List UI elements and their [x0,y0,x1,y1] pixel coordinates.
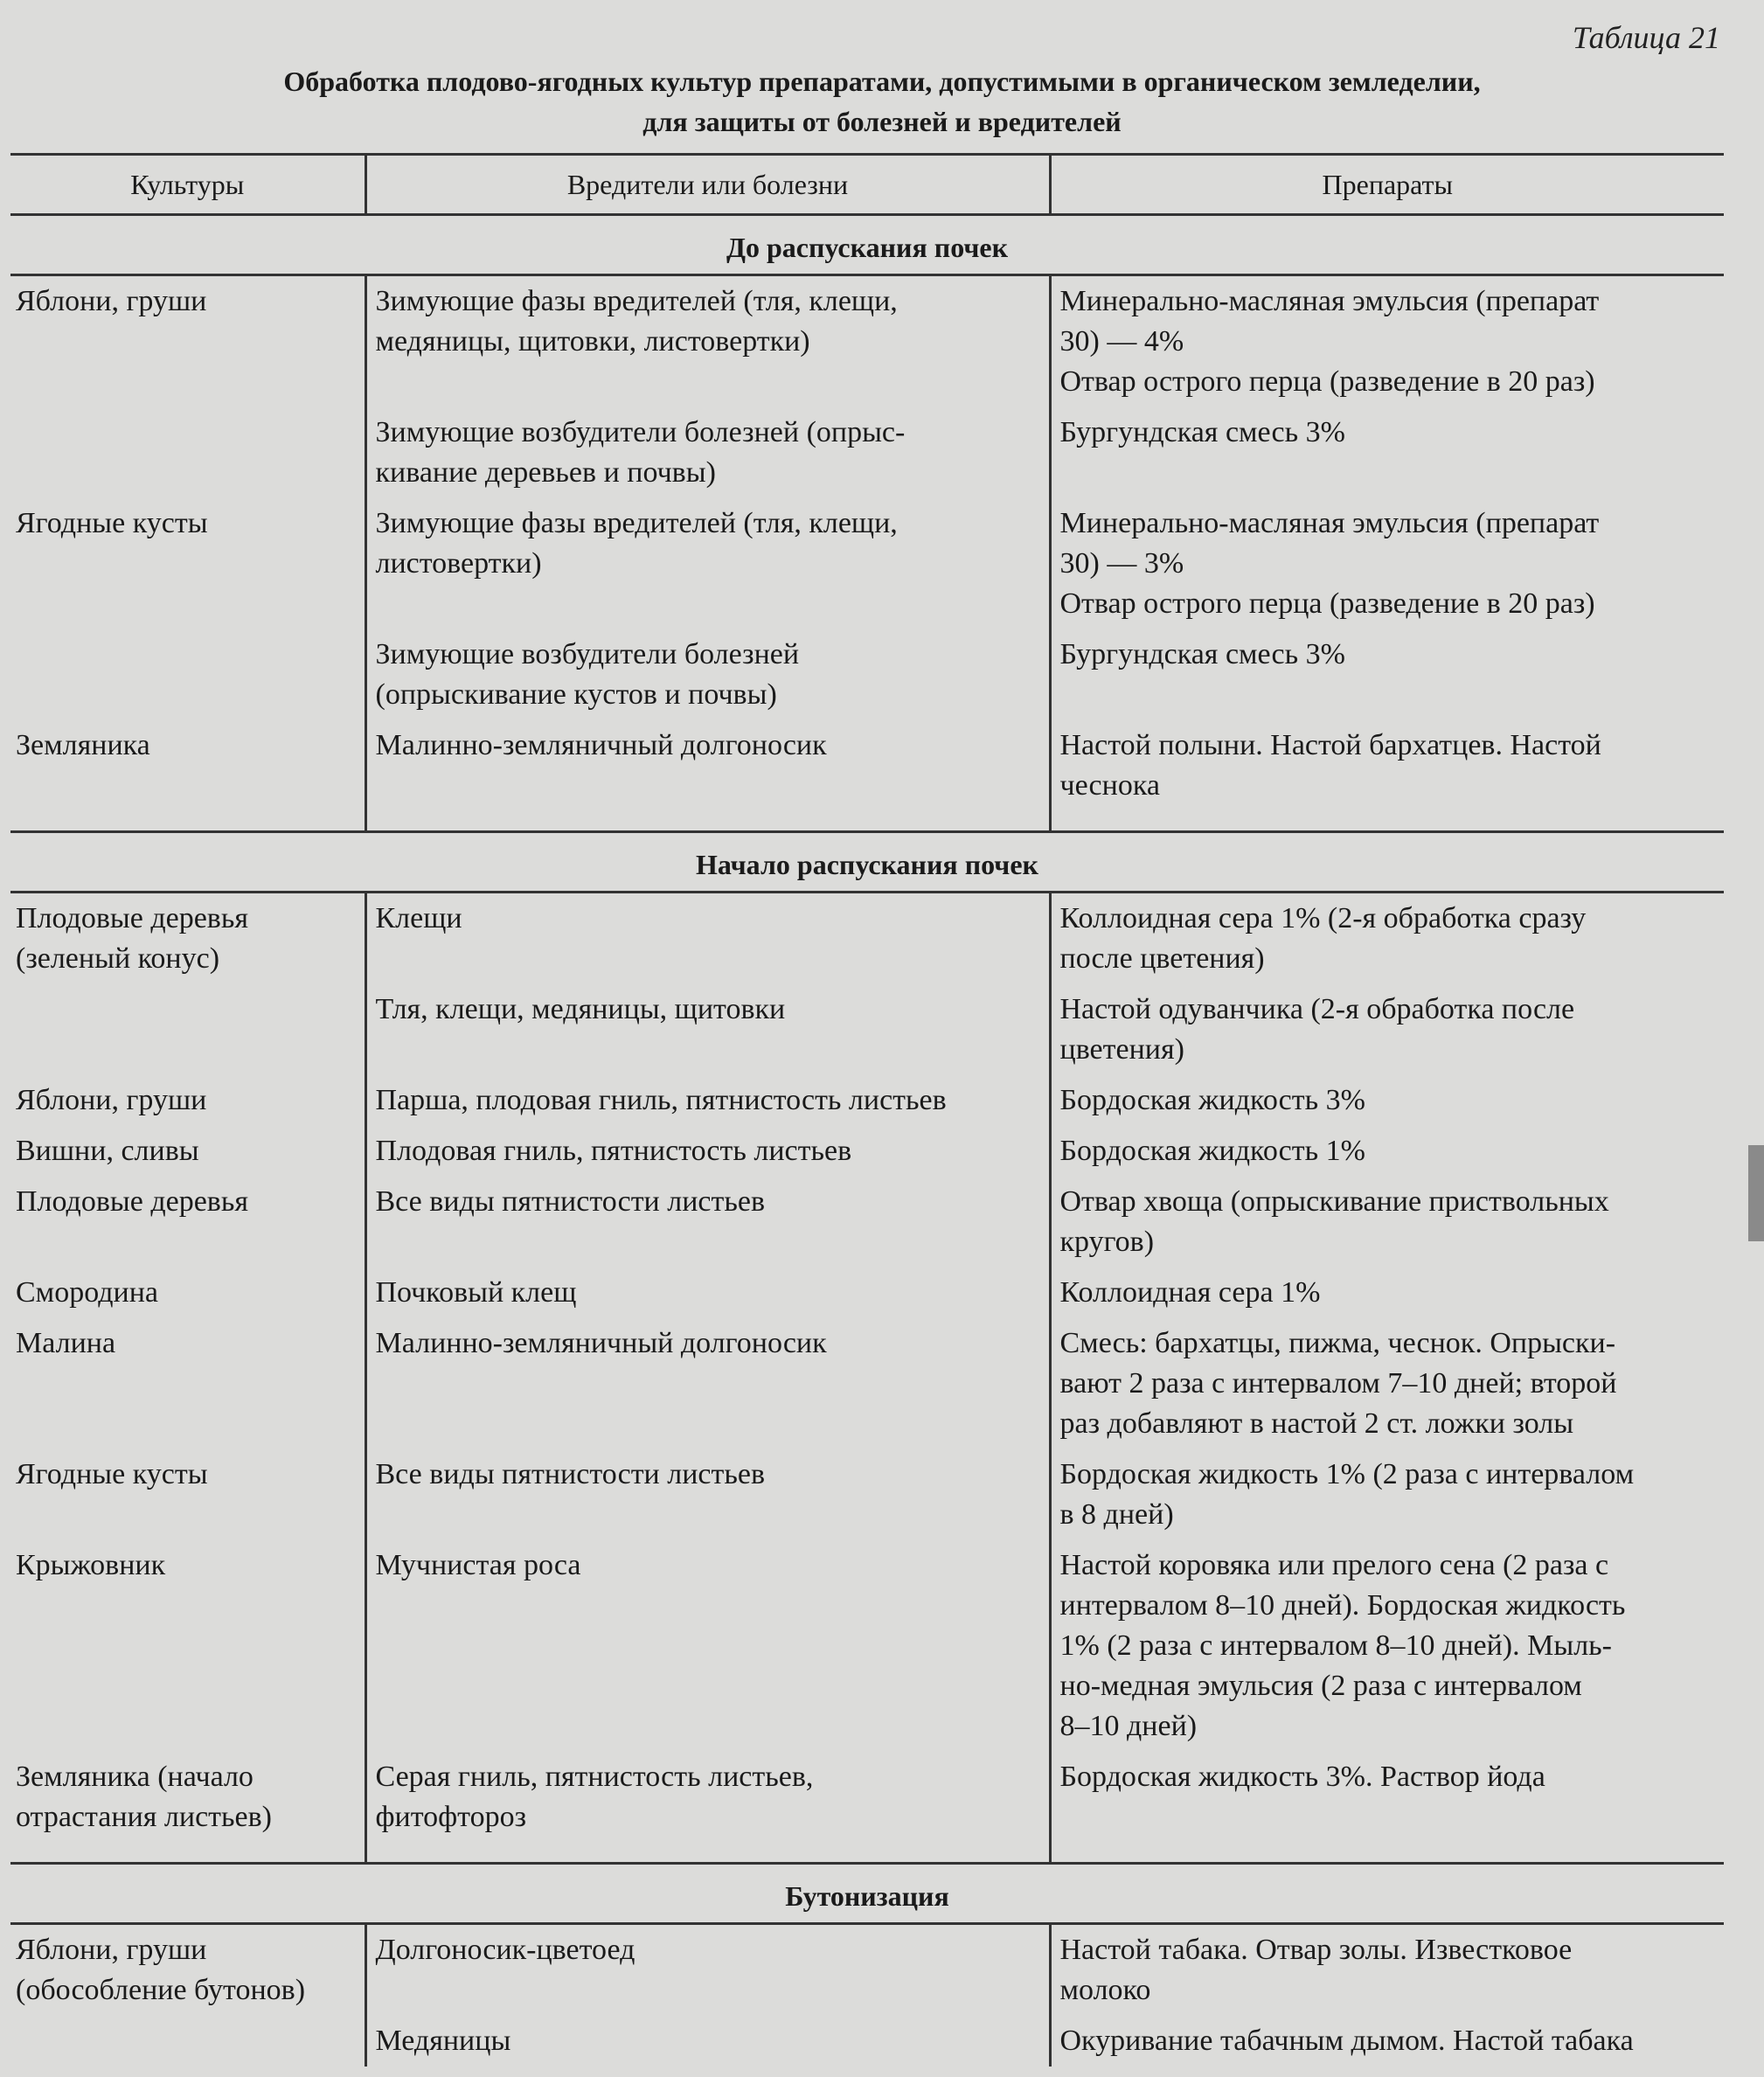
header-row [10,155,1724,215]
crop-cell [10,2016,365,2067]
crop-cell-line: Плодовые деревья [16,902,249,934]
preparation-cell [1050,2016,1724,2067]
preparation-cell-line: Бургундская смесь 3% [1059,416,1345,448]
table-row [10,1924,1724,2017]
pest-cell [365,984,1050,1075]
preparation-cell [1050,984,1724,1075]
spacer-cell [365,1843,1050,1864]
crop-cell [10,1318,365,1449]
crop-cell-line: (обособление бутонов) [16,1974,306,2006]
preparation-cell-line: Отвар острого перца (разведение в 20 раз) [1059,587,1595,620]
crop-cell-line: Земляника [16,729,150,761]
preparation-cell-line: Смесь: бархатцы, пижма, чеснок. Опрыски- [1059,1327,1616,1359]
preparation-cell-line: Бордоская жидкость 3% [1059,1084,1365,1116]
table-row [10,1126,1724,1177]
preparation-cell-line: Бордоская жидкость 1% (2 раза с интервалом [1059,1458,1635,1490]
crop-cell [10,1540,365,1752]
preparation-cell-line: раз добавляют в настой 2 ст. ложки золы [1059,1407,1574,1440]
crop-cell-line: Плодовые деревья [16,1185,249,1218]
table-row [10,1318,1724,1449]
crop-cell-line: Крыжовник [16,1549,166,1581]
preparation-cell-line: интервалом 8–10 дней). Бордоская жидкость [1059,1589,1626,1622]
table-row [10,1752,1724,1843]
pest-cell [365,1318,1050,1449]
preparation-cell-line: 30) — 3% [1059,547,1184,580]
pest-cell-line: (опрыскивание кустов и почвы) [375,678,777,711]
pest-cell-line: фитофтороз [375,1801,527,1833]
preparation-cell-line: Минерально-масляная эмульсия (препарат [1059,507,1600,539]
crop-cell [10,629,365,720]
pest-cell-line: Плодовая гниль, пятнистость листьев [375,1135,852,1167]
pest-cell [365,1177,1050,1268]
pest-cell [365,1752,1050,1843]
crop-cell [10,407,365,498]
title-line: Обработка плодово-ягодных культур препаратами, допустимыми в органическом земледелии, [283,66,1481,97]
pest-cell-line: Зимующие фазы вредителей (тля, клещи, [375,507,898,539]
table-body [10,215,1724,2067]
crop-cell-line: Смородина [16,1276,158,1309]
preparation-cell [1050,1752,1724,1843]
crop-cell-line: Малина [16,1327,116,1359]
pest-cell [365,1075,1050,1126]
preparation-cell [1050,1268,1724,1318]
pest-cell-line: Почковый клещ [375,1276,577,1309]
preparation-cell [1050,275,1724,408]
pest-cell [365,2016,1050,2067]
table-row [10,893,1724,985]
spacer-cell [1050,1843,1724,1864]
table-row [10,407,1724,498]
preparation-cell [1050,629,1724,720]
table-number: Таблица 21 [1572,20,1720,55]
preparation-cell-line: Отвар хвоща (опрыскивание приствольных [1059,1185,1609,1218]
treatment-table [10,153,1724,2067]
spacer-cell [1050,811,1724,832]
section-title: До распускания почек [10,215,1724,275]
preparation-cell-line: Бордоская жидкость 3%. Раствор йода [1059,1761,1545,1793]
preparation-cell [1050,498,1724,629]
table-row [10,498,1724,629]
section-title: Начало распускания почек [10,832,1724,893]
preparation-cell-line: 1% (2 раза с интервалом 8–10 дней). Мыль- [1059,1629,1612,1662]
crop-cell [10,984,365,1075]
pest-cell [365,1924,1050,2017]
preparation-cell-line: Бургундская смесь 3% [1059,638,1345,670]
table-title [0,61,1764,142]
table-row [10,1268,1724,1318]
pest-cell-line: Долгоносик-цветоед [375,1934,635,1966]
table-row [10,2016,1724,2067]
pest-cell [365,1540,1050,1752]
table-row [10,984,1724,1075]
table-row [10,1177,1724,1268]
pest-cell-line: Мучнистая роса [375,1549,581,1581]
pest-cell-line: Серая гниль, пятнистость листьев, [375,1761,814,1793]
pest-cell-line: листовертки) [375,547,542,580]
pest-cell [365,893,1050,985]
header-preparations: Препараты [1050,155,1724,215]
table-row [10,1075,1724,1126]
preparation-cell [1050,1177,1724,1268]
crop-cell [10,1752,365,1843]
pest-cell [365,1268,1050,1318]
preparation-cell-line: Настой коровяка или прелого сена (2 раза с [1059,1549,1609,1581]
spacer-cell [10,1843,365,1864]
preparation-cell-line: но-медная эмульсия (2 раза с интервалом [1059,1670,1582,1702]
table-row [10,1449,1724,1540]
preparation-cell-line: Коллоидная сера 1% (2-я обработка сразу [1059,902,1587,934]
crop-cell [10,1924,365,2017]
crop-cell [10,720,365,811]
preparation-cell-line: кругов) [1059,1226,1155,1258]
crop-cell [10,1126,365,1177]
preparation-cell-line: Настой табака. Отвар золы. Известковое [1059,1934,1573,1966]
section-header-row [10,1864,1724,1924]
crop-cell [10,1075,365,1126]
pest-cell-line: Все виды пятнистости листьев [375,1458,766,1490]
table-row [10,275,1724,408]
crop-cell [10,1268,365,1318]
preparation-cell-line: Настой полыни. Настой бархатцев. Настой [1059,729,1601,761]
preparation-cell [1050,1449,1724,1540]
preparation-cell [1050,1540,1724,1752]
crop-cell [10,893,365,985]
section-spacer [10,811,1724,832]
crop-cell-line: Яблони, груши [16,1934,207,1966]
crop-cell-line: (зеленый конус) [16,942,220,975]
crop-cell-line: Яблони, груши [16,1084,207,1116]
pest-cell-line: Парша, плодовая гниль, пятнистость листьев [375,1084,947,1116]
crop-cell [10,498,365,629]
preparation-cell [1050,1318,1724,1449]
crop-cell-line: Вишни, сливы [16,1135,199,1167]
preparation-cell-line: вают 2 раза с интервалом 7–10 дней; второй [1059,1367,1617,1400]
header-pests: Вредители или болезни [365,155,1050,215]
pest-cell-line: Клещи [375,902,462,934]
preparation-cell [1050,893,1724,985]
pest-cell-line: Зимующие возбудители болезней [375,638,800,670]
crop-cell-line: Яблони, груши [16,285,207,317]
preparation-cell-line: молоко [1059,1974,1151,2006]
preparation-cell-line: Окуривание табачным дымом. Настой табака [1059,2025,1634,2057]
preparation-cell-line: 30) — 4% [1059,325,1184,358]
pest-cell [365,1126,1050,1177]
pest-cell-line: Тля, клещи, медяницы, щитовки [375,993,786,1025]
pest-cell-line: Малинно-земляничный долгоносик [375,1327,827,1359]
pest-cell-line: Медяницы [375,2025,511,2057]
crop-cell-line: Ягодные кусты [16,507,208,539]
preparation-cell-line: чеснока [1059,769,1160,802]
pest-cell [365,1449,1050,1540]
preparation-cell-line: после цветения) [1059,942,1265,975]
pest-cell [365,720,1050,811]
pest-cell-line: Все виды пятнистости листьев [375,1185,766,1218]
preparation-cell-line: 8–10 дней) [1059,1710,1198,1742]
preparation-cell-line: Бордоская жидкость 1% [1059,1135,1365,1167]
preparation-cell-line: Отвар острого перца (разведение в 20 раз) [1059,365,1595,398]
pest-cell-line: Малинно-земляничный долгоносик [375,729,827,761]
section-header-row [10,832,1724,893]
spacer-cell [10,811,365,832]
pest-cell [365,629,1050,720]
pest-cell-line: кивание деревьев и почвы) [375,456,716,489]
preparation-cell [1050,407,1724,498]
preparation-cell [1050,1126,1724,1177]
pest-cell [365,498,1050,629]
table-row [10,720,1724,811]
preparation-cell [1050,1924,1724,2017]
section-title: Бутонизация [10,1864,1724,1924]
pest-cell-line: Зимующие возбудители болезней (опрыс- [375,416,906,448]
preparation-cell-line: в 8 дней) [1059,1498,1174,1531]
spacer-cell [365,811,1050,832]
title-line: для защиты от болезней и вредителей [642,106,1122,137]
preparation-cell [1050,1075,1724,1126]
pest-cell [365,275,1050,408]
crop-cell-line: Ягодные кусты [16,1458,208,1490]
preparation-cell [1050,720,1724,811]
pest-cell-line: медяницы, щитовки, листовертки) [375,325,810,358]
section-spacer [10,1843,1724,1864]
header-crops: Культуры [10,155,365,215]
pest-cell [365,407,1050,498]
crop-cell [10,275,365,408]
table-row [10,629,1724,720]
crop-cell [10,1449,365,1540]
preparation-cell-line: Настой одуванчика (2-я обработка после [1059,993,1575,1025]
crop-cell-line: Земляника (начало [16,1761,253,1793]
preparation-cell-line: Коллоидная сера 1% [1059,1276,1321,1309]
section-header-row [10,215,1724,275]
page-edge-tab [1748,1145,1764,1241]
preparation-cell-line: цветения) [1059,1033,1184,1066]
pest-cell-line: Зимующие фазы вредителей (тля, клещи, [375,285,898,317]
crop-cell-line: отрастания листьев) [16,1801,272,1833]
table-row [10,1540,1724,1752]
preparation-cell-line: Минерально-масляная эмульсия (препарат [1059,285,1600,317]
crop-cell [10,1177,365,1268]
